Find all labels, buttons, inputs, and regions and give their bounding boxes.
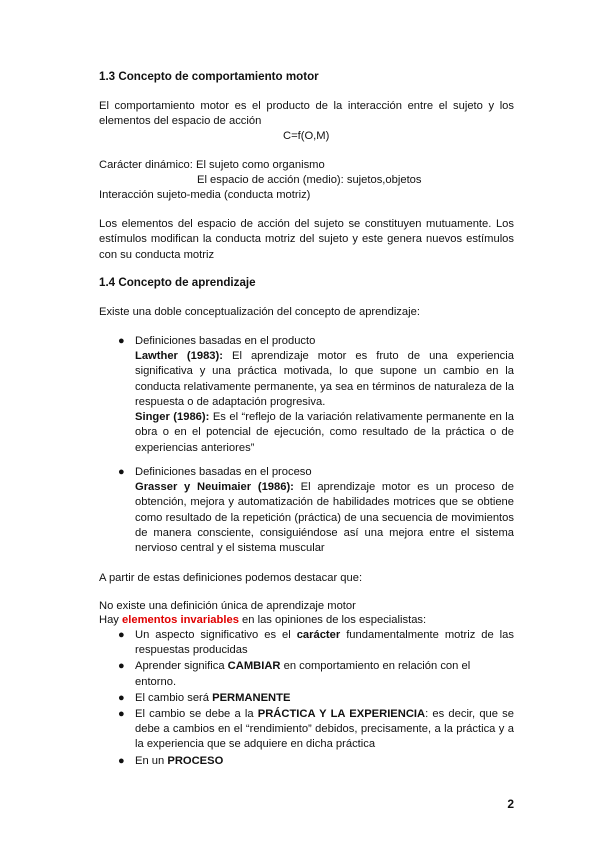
character-label: Carácter dinámico: bbox=[99, 159, 193, 171]
b2-pre: Aprender significa bbox=[135, 660, 228, 673]
b4-post: : es decir, que se debe a cambios en el “rendimiento” debidos, precisamente, a la práctica y a la experiencia que se adquiere en dicha práctica bbox=[135, 708, 514, 751]
formula: C=f(O,M) bbox=[283, 130, 330, 142]
paragraph-estimulos: Los elementos del espacio de acción del sujeto se constituyen mutuamente. Los estímulos modifican la conducta motriz del sujeto y este genera nuevos estímulos con su conducta motriz bbox=[99, 218, 514, 261]
page-number: 2 bbox=[507, 797, 514, 811]
list-item bbox=[118, 628, 514, 658]
grasser-definition bbox=[135, 480, 514, 556]
highlight-intro: A partir de estas definiciones podemos destacar que: bbox=[99, 572, 363, 584]
b4-pre: El cambio se debe a la bbox=[135, 708, 258, 721]
invariables-list bbox=[118, 628, 514, 769]
lawther-definition bbox=[135, 349, 514, 410]
list-item bbox=[118, 465, 514, 480]
character-line bbox=[99, 158, 325, 173]
invariables-line bbox=[99, 613, 426, 628]
b3-bold: PERMANENTE bbox=[212, 691, 291, 704]
invariables-pre: Hay bbox=[99, 614, 123, 626]
bullet-icon: ● bbox=[118, 335, 125, 347]
product-definitions-list bbox=[118, 334, 514, 349]
singer-definition bbox=[135, 410, 514, 456]
invariables-post: en las opiniones de los especialistas: bbox=[238, 614, 427, 626]
b4-bold: PRÁCTICA Y LA EXPERIENCIA bbox=[257, 708, 426, 721]
invariables-red: elementos invariables bbox=[122, 614, 239, 626]
b1-bold: carácter bbox=[296, 629, 341, 641]
process-definitions-list bbox=[118, 465, 514, 480]
grasser-text: El aprendizaje motor es un proceso de obtención, mejora y automatización de habilidades motrices que se obtiene como resultado de la repetición (práctica) de una secuencia de movimientos de manera consciente, consiguiéndose así una mejora entre el sistema nervioso central y el sistema muscular bbox=[135, 481, 514, 555]
b5-pre: En un bbox=[135, 754, 168, 767]
section-heading-1-4: 1.4 Concepto de aprendizaje bbox=[99, 276, 256, 289]
interaction-line: Interacción sujeto-media (conducta motriz) bbox=[99, 189, 311, 201]
character-item-2: El espacio de acción (medio): sujetos,objetos bbox=[197, 174, 422, 186]
bullet-icon: ● bbox=[118, 754, 125, 767]
b5-bold: PROCESO bbox=[167, 754, 224, 767]
bullet-icon: ● bbox=[118, 660, 125, 673]
list-item bbox=[118, 691, 514, 706]
lawther-text: El aprendizaje motor es fruto de una experiencia significativa y una práctica motivada, lo que supone un cambio en la conducta relativamente permanente, ya sea en términos de naturaleza de la respuesta o de adaptación progresiva. bbox=[135, 350, 514, 408]
b2-post: en comportamiento en relación con el entorno. bbox=[135, 660, 471, 688]
bullet-icon: ● bbox=[118, 708, 125, 721]
bullet-icon: ● bbox=[118, 466, 125, 478]
lawther-author: Lawther (1983): bbox=[135, 350, 223, 362]
b1-post: fundamentalmente motriz de las respuestas producidas bbox=[135, 629, 514, 657]
product-title: Definiciones basadas en el producto bbox=[135, 335, 316, 347]
list-item bbox=[118, 707, 514, 753]
process-title: Definiciones basadas en el proceso bbox=[135, 466, 312, 478]
singer-text: Es el “reflejo de la variación relativamente permanente en la obra o en el potencial de ejecución, como resultado de la práctica o de experiencias anteriores” bbox=[135, 411, 514, 454]
singer-author: Singer (1986): bbox=[135, 411, 210, 423]
list-item bbox=[118, 754, 514, 769]
paragraph-comportamiento: El comportamiento motor es el producto de la interacción entre el sujeto y los elementos del espacio de acción bbox=[99, 100, 514, 128]
character-item-1: El sujeto como organismo bbox=[196, 159, 325, 171]
no-single-definition: No existe una definición única de aprendizaje motor bbox=[99, 600, 356, 612]
bullet-icon: ● bbox=[118, 691, 125, 704]
list-item bbox=[118, 334, 514, 349]
intro-aprendizaje: Existe una doble conceptualización del concepto de aprendizaje: bbox=[99, 306, 420, 318]
section-heading-1-3: 1.3 Concepto de comportamiento motor bbox=[99, 70, 319, 83]
bullet-icon: ● bbox=[118, 629, 125, 641]
b1-pre: Un aspecto significativo es el bbox=[135, 629, 297, 641]
b3-pre: El cambio será bbox=[135, 691, 213, 704]
grasser-author: Grasser y Neuimaier (1986): bbox=[135, 481, 294, 493]
list-item bbox=[118, 659, 514, 689]
b2-bold: CAMBIAR bbox=[227, 660, 281, 673]
